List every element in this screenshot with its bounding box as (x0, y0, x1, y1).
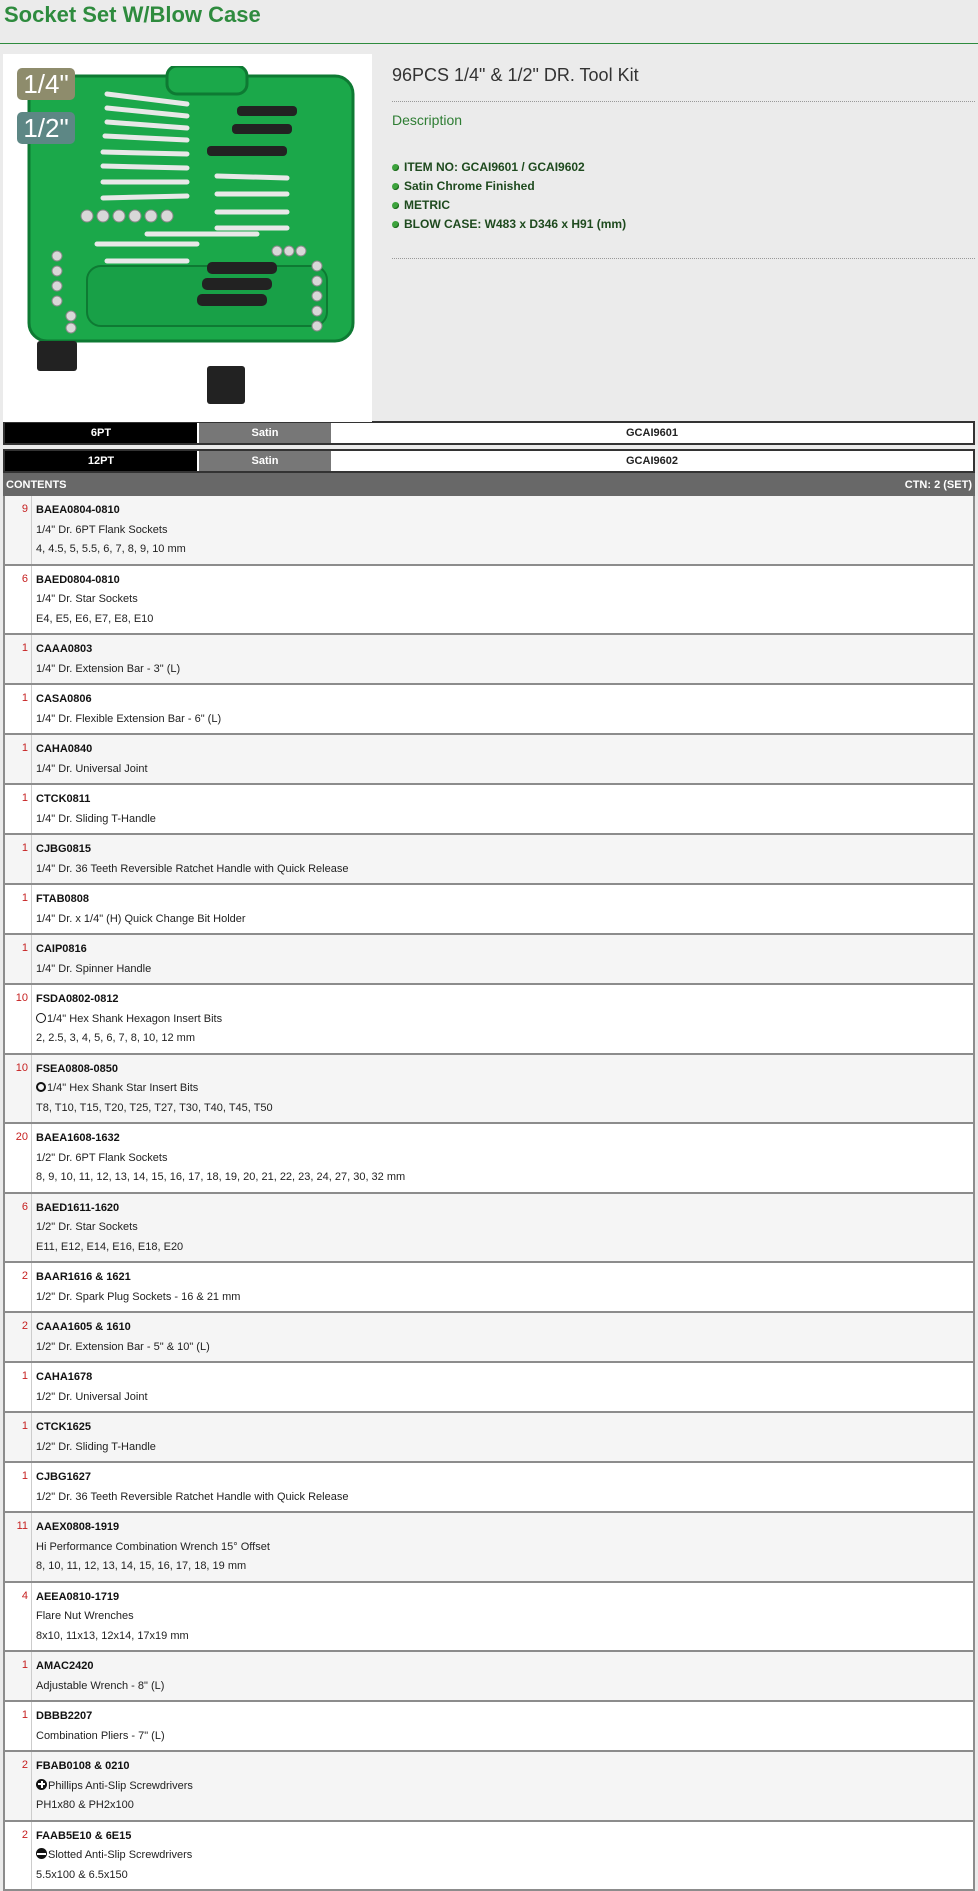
item-details (32, 1822, 196, 1890)
item-quantity: 6 (5, 566, 32, 634)
item-details (32, 685, 225, 733)
item-quantity: 1 (5, 685, 32, 733)
item-description-line (36, 960, 151, 980)
item-description-line (36, 710, 221, 730)
item-details (32, 1752, 197, 1820)
item-description-line (36, 1846, 192, 1866)
item-code: BAED1611-1620 (36, 1199, 183, 1219)
spec-item (392, 177, 975, 196)
item-description-line (36, 660, 180, 680)
item-code: FBAB0108 & 0210 (36, 1757, 193, 1777)
item-sizes: 8x10, 11x13, 12x14, 17x19 mm (36, 1627, 189, 1647)
item-description: 1/2" Dr. Extension Bar - 5" & 10" (L) (36, 1341, 210, 1353)
item-quantity: 1 (5, 1463, 32, 1511)
item-code: FSEA0808-0850 (36, 1060, 273, 1080)
item-description-line (36, 1338, 210, 1358)
item-code: AMAC2420 (36, 1657, 164, 1677)
phillips-icon (36, 1779, 47, 1790)
item-details (32, 1313, 214, 1361)
spec-text: METRIC (404, 196, 450, 215)
item-details (32, 635, 184, 683)
list-item (3, 1055, 975, 1125)
item-description-line (36, 1149, 405, 1169)
item-quantity: 2 (5, 1263, 32, 1311)
product-image[interactable] (3, 54, 372, 422)
item-quantity: 1 (5, 1363, 32, 1411)
spec-text: BLOW CASE: W483 x D346 x H91 (mm) (404, 215, 626, 234)
item-description: 1/2" Dr. Spark Plug Sockets - 16 & 21 mm (36, 1291, 240, 1303)
item-quantity: 1 (5, 885, 32, 933)
item-description-line (36, 760, 148, 780)
list-item (3, 1822, 975, 1891)
item-description: 1/4" Hex Shank Hexagon Insert Bits (47, 1013, 222, 1025)
item-description: 1/4" Dr. 6PT Flank Sockets (36, 524, 167, 536)
tool-case-illustration (27, 66, 355, 411)
half-inch-drive-badge: 1/2" (17, 112, 75, 144)
hex-bit-icon (36, 1013, 46, 1023)
item-code: CAIP0816 (36, 940, 151, 960)
spec-item (392, 215, 975, 234)
spec-item (392, 196, 975, 215)
item-description: 1/4" Dr. Sliding T-Handle (36, 813, 156, 825)
bullet-icon (392, 164, 399, 171)
list-item (3, 885, 975, 935)
item-description: 1/2" Dr. 6PT Flank Sockets (36, 1152, 167, 1164)
item-description-line (36, 1288, 240, 1308)
variant-point: 6PT (5, 423, 199, 443)
item-sizes: 2, 2.5, 3, 4, 5, 6, 7, 8, 10, 12 mm (36, 1029, 222, 1049)
item-code: CJBG0815 (36, 840, 348, 860)
list-item (3, 496, 975, 566)
contents-header (3, 473, 975, 496)
list-item (3, 785, 975, 835)
item-sizes: E4, E5, E6, E7, E8, E10 (36, 610, 153, 630)
list-item (3, 1583, 975, 1653)
item-code: CTCK1625 (36, 1418, 156, 1438)
item-description: 1/4" Dr. Spinner Handle (36, 963, 151, 975)
item-details (32, 1263, 244, 1311)
item-description: 1/4" Hex Shank Star Insert Bits (47, 1082, 198, 1094)
item-details (32, 1513, 274, 1581)
list-item (3, 1194, 975, 1264)
item-details (32, 1194, 187, 1262)
item-description: 1/4" Dr. x 1/4" (H) Quick Change Bit Holder (36, 913, 246, 925)
product-info (392, 54, 975, 259)
slotted-icon (36, 1848, 47, 1859)
contents-label: CONTENTS (6, 479, 67, 491)
item-description-line (36, 910, 246, 930)
kit-title: 96PCS 1/4" & 1/2" DR. Tool Kit (392, 65, 975, 102)
item-description-line (36, 1079, 273, 1099)
item-code: BAAR1616 & 1621 (36, 1268, 240, 1288)
item-code: CAHA0840 (36, 740, 148, 760)
variant-table (0, 421, 978, 471)
item-quantity: 2 (5, 1822, 32, 1890)
item-details (32, 935, 155, 983)
bullet-icon (392, 183, 399, 190)
list-item (3, 835, 975, 885)
page-title: Socket Set W/Blow Case (0, 0, 978, 44)
item-code: BAEA0804-0810 (36, 501, 186, 521)
item-sizes: 5.5x100 & 6.5x150 (36, 1866, 192, 1886)
item-description: 1/2" Dr. Universal Joint (36, 1391, 148, 1403)
item-code: CTCK0811 (36, 790, 156, 810)
item-details (32, 885, 250, 933)
item-sizes: E11, E12, E14, E16, E18, E20 (36, 1238, 183, 1258)
variant-row[interactable] (3, 449, 975, 473)
bullet-icon (392, 221, 399, 228)
item-description: 1/4" Dr. Star Sockets (36, 593, 138, 605)
item-details (32, 1583, 193, 1651)
item-sizes: 8, 10, 11, 12, 13, 14, 15, 16, 17, 18, 19 mm (36, 1557, 270, 1577)
item-code: FSDA0802-0812 (36, 990, 222, 1010)
item-description-line (36, 1438, 156, 1458)
item-description: 1/2" Dr. 36 Teeth Reversible Ratchet Handle with Quick Release (36, 1491, 348, 1503)
item-quantity: 2 (5, 1313, 32, 1361)
list-item (3, 935, 975, 985)
item-sizes: T8, T10, T15, T20, T25, T27, T30, T40, T45, T50 (36, 1099, 273, 1119)
item-sizes: PH1x80 & PH2x100 (36, 1796, 193, 1816)
item-code: AAEX0808-1919 (36, 1518, 270, 1538)
item-description: 1/4" Dr. 36 Teeth Reversible Ratchet Handle with Quick Release (36, 863, 348, 875)
item-sizes: 8, 9, 10, 11, 12, 13, 14, 15, 16, 17, 18, 19, 20, 21, 22, 23, 24, 27, 30, 32 mm (36, 1168, 405, 1188)
item-quantity: 9 (5, 496, 32, 564)
list-item (3, 1313, 975, 1363)
list-item (3, 985, 975, 1055)
list-item (3, 1702, 975, 1752)
item-quantity: 4 (5, 1583, 32, 1651)
contents-list (0, 496, 978, 1891)
item-description: Hi Performance Combination Wrench 15° Offset (36, 1541, 270, 1553)
item-quantity: 1 (5, 835, 32, 883)
item-description: Flare Nut Wrenches (36, 1610, 134, 1622)
item-details (32, 1702, 169, 1750)
spec-item (392, 158, 975, 177)
item-quantity: 1 (5, 635, 32, 683)
item-description-line (36, 590, 153, 610)
item-code: CAHA1678 (36, 1368, 148, 1388)
item-description-line (36, 1488, 348, 1508)
item-quantity: 1 (5, 735, 32, 783)
variant-code: GCAI9601 (331, 423, 973, 443)
variant-finish: Satin (199, 451, 331, 471)
item-quantity: 1 (5, 785, 32, 833)
item-quantity: 1 (5, 1652, 32, 1700)
item-description-line (36, 1677, 164, 1697)
item-code: AEEA0810-1719 (36, 1588, 189, 1608)
item-description: Adjustable Wrench - 8" (L) (36, 1680, 164, 1692)
bullet-icon (392, 202, 399, 209)
item-details (32, 566, 157, 634)
item-code: FAAB5E10 & 6E15 (36, 1827, 192, 1847)
carton-count: CTN: 2 (SET) (905, 479, 972, 491)
item-description: 1/4" Dr. Universal Joint (36, 763, 148, 775)
list-item (3, 1463, 975, 1513)
item-description-line (36, 810, 156, 830)
item-code: CJBG1627 (36, 1468, 348, 1488)
list-item (3, 685, 975, 735)
item-description: Phillips Anti-Slip Screwdrivers (48, 1780, 193, 1792)
item-description-line (36, 1727, 165, 1747)
list-item (3, 566, 975, 636)
item-quantity: 2 (5, 1752, 32, 1820)
variant-row[interactable] (3, 421, 975, 445)
item-details (32, 1124, 409, 1192)
item-code: CASA0806 (36, 690, 221, 710)
spec-list (392, 158, 975, 259)
item-description: 1/4" Dr. Flexible Extension Bar - 6" (L) (36, 713, 221, 725)
spec-text: ITEM NO: GCAI9601 / GCAI9602 (404, 158, 585, 177)
item-details (32, 835, 352, 883)
item-quantity: 1 (5, 1413, 32, 1461)
description-label: Description (392, 112, 975, 140)
list-item (3, 1124, 975, 1194)
item-code: DBBB2207 (36, 1707, 165, 1727)
item-description: 1/2" Dr. Sliding T-Handle (36, 1441, 156, 1453)
item-details (32, 985, 226, 1053)
item-details (32, 735, 152, 783)
item-description: 1/2" Dr. Star Sockets (36, 1221, 138, 1233)
list-item (3, 1363, 975, 1413)
list-item (3, 1513, 975, 1583)
item-code: CAAA0803 (36, 640, 180, 660)
spec-text: Satin Chrome Finished (404, 177, 535, 196)
item-description-line (36, 1010, 222, 1030)
variant-point: 12PT (5, 451, 199, 471)
item-description-line (36, 860, 348, 880)
item-description: Combination Pliers - 7" (L) (36, 1730, 165, 1742)
variant-code: GCAI9602 (331, 451, 973, 471)
item-quantity: 1 (5, 1702, 32, 1750)
item-details (32, 496, 190, 564)
item-description-line (36, 521, 186, 541)
item-details (32, 1463, 352, 1511)
item-code: CAAA1605 & 1610 (36, 1318, 210, 1338)
item-description-line (36, 1388, 148, 1408)
list-item (3, 735, 975, 785)
variant-finish: Satin (199, 423, 331, 443)
list-item (3, 1652, 975, 1702)
item-quantity: 6 (5, 1194, 32, 1262)
item-details (32, 1363, 152, 1411)
item-sizes: 4, 4.5, 5, 5.5, 6, 7, 8, 9, 10 mm (36, 540, 186, 560)
list-item (3, 1752, 975, 1822)
item-quantity: 10 (5, 985, 32, 1053)
item-code: BAEA1608-1632 (36, 1129, 405, 1149)
item-details (32, 1652, 168, 1700)
product-overview (0, 44, 978, 421)
item-code: FTAB0808 (36, 890, 246, 910)
list-item (3, 635, 975, 685)
item-quantity: 1 (5, 935, 32, 983)
item-details (32, 785, 160, 833)
item-description: 1/4" Dr. Extension Bar - 3" (L) (36, 663, 180, 675)
item-details (32, 1055, 277, 1123)
item-code: BAED0804-0810 (36, 571, 153, 591)
item-quantity: 10 (5, 1055, 32, 1123)
item-description-line (36, 1607, 189, 1627)
list-item (3, 1413, 975, 1463)
item-description: Slotted Anti-Slip Screwdrivers (48, 1849, 192, 1861)
item-description-line (36, 1777, 193, 1797)
item-description-line (36, 1538, 270, 1558)
item-quantity: 11 (5, 1513, 32, 1581)
item-details (32, 1413, 160, 1461)
item-quantity: 20 (5, 1124, 32, 1192)
star-bit-icon (36, 1082, 46, 1092)
list-item (3, 1263, 975, 1313)
quarter-inch-drive-badge: 1/4" (17, 68, 75, 100)
item-description-line (36, 1218, 183, 1238)
